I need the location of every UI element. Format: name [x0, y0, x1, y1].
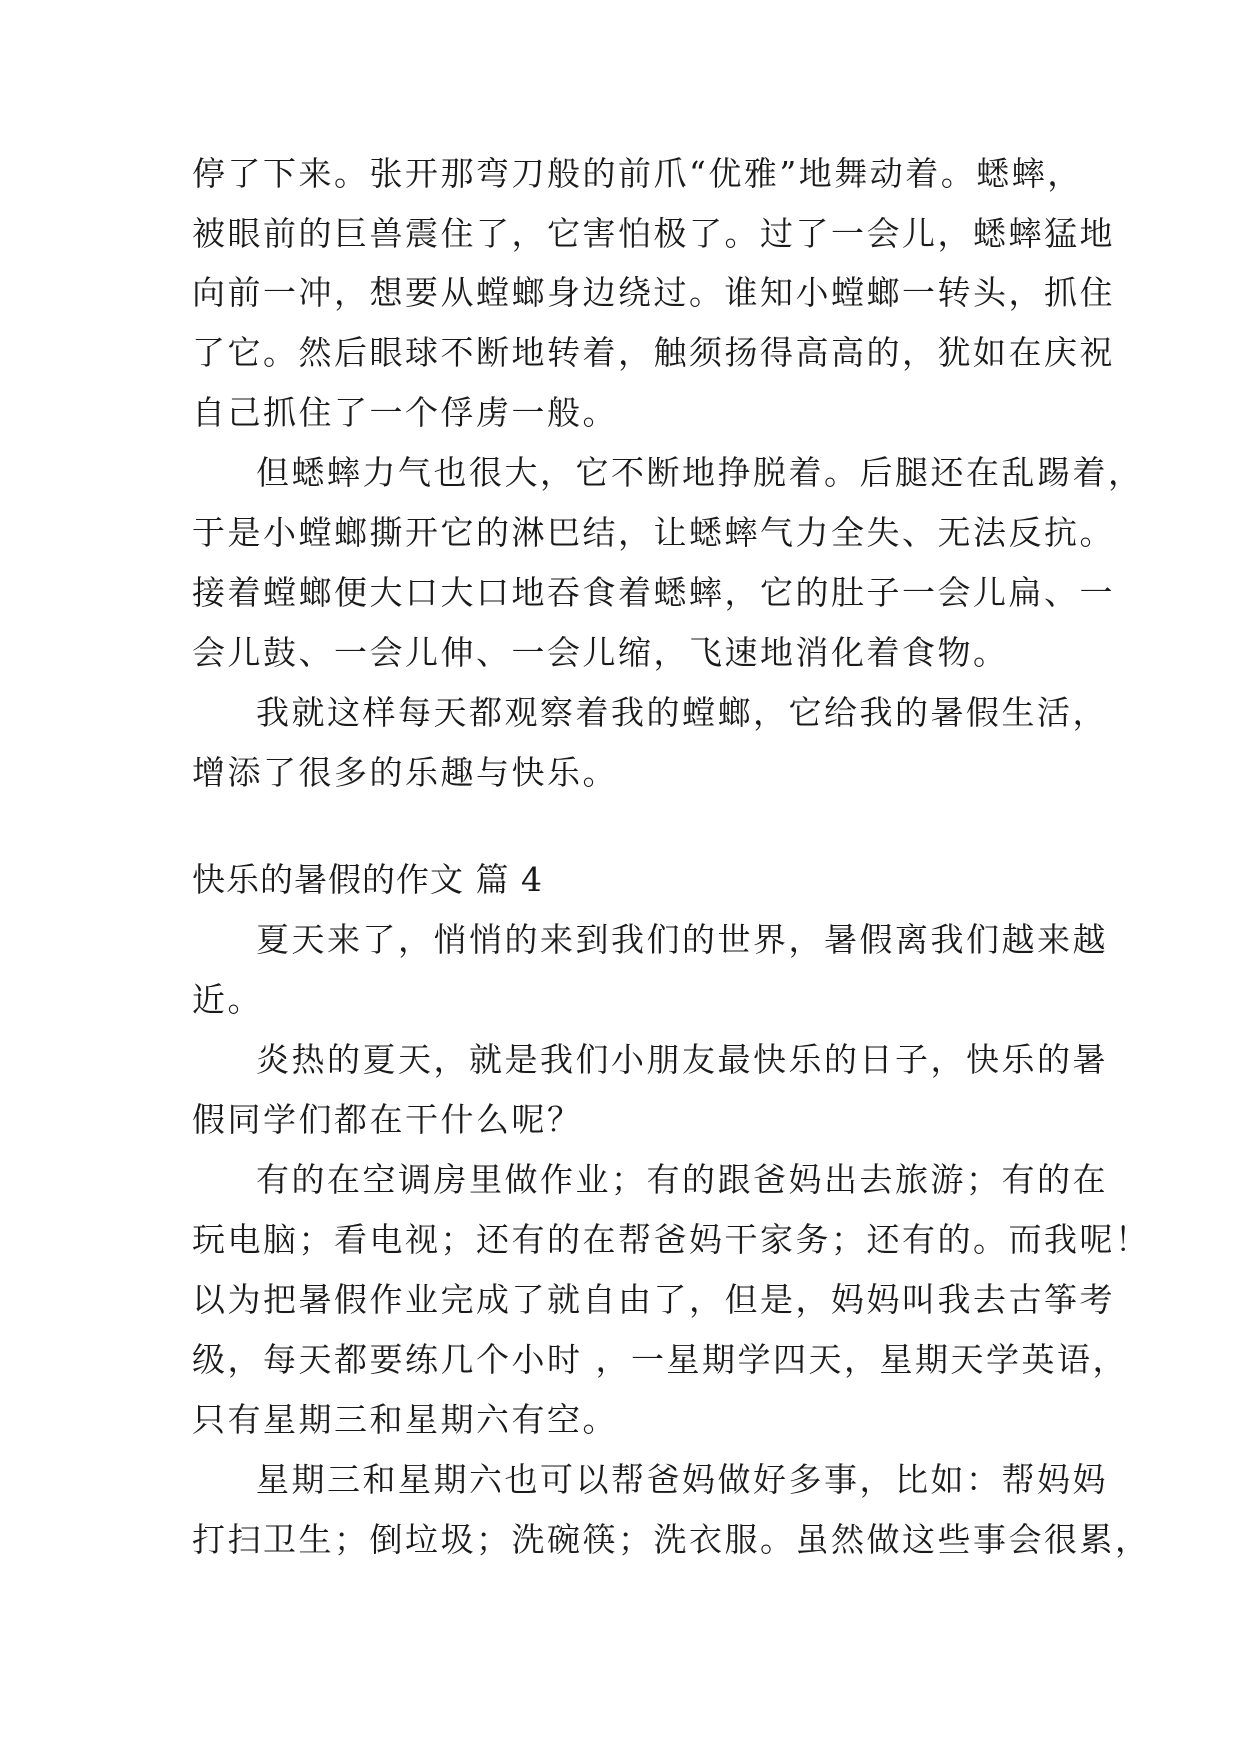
- paragraph-line: 星期三和星期六也可以帮爸妈做好多事，比如：帮妈妈: [256, 1460, 1108, 1499]
- paragraph-line: 被眼前的巨兽震住了，它害怕极了。过了一会儿，蟋蟀猛地: [192, 214, 1115, 253]
- paragraph-line: 停了下来。张开那弯刀般的前爪“优雅”地舞动着。蟋蟀，: [192, 154, 1083, 193]
- paragraph-line: 我就这样每天都观察着我的螳螂，它给我的暑假生活，: [256, 693, 1108, 732]
- paragraph-line: 了它。然后眼球不断地转着，触须扬得高高的，犹如在庆祝: [192, 333, 1115, 372]
- paragraph-line: 向前一冲，想要从螳螂身边绕过。谁知小螳螂一转头，抓住: [192, 273, 1115, 312]
- paragraph-line: 玩电脑；看电视；还有的在帮爸妈干家务；还有的。而我呢！: [192, 1220, 1151, 1259]
- paragraph-line: 只有星期三和星期六有空。: [192, 1400, 618, 1439]
- section-heading: 快乐的暑假的作文 篇 4: [192, 860, 543, 899]
- paragraph-line: 级，每天都要练几个小时 ，一星期学四天，星期天学英语，: [192, 1340, 1128, 1379]
- paragraph-line: 接着螳螂便大口大口地吞食着蟋蟀，它的肚子一会儿扁、一: [192, 573, 1115, 612]
- paragraph-line: 炎热的夏天，就是我们小朋友最快乐的日子，快乐的暑: [256, 1040, 1108, 1079]
- paragraph-line: 会儿鼓、一会儿伸、一会儿缩，飞速地消化着食物。: [192, 633, 1009, 672]
- paragraph-line: 于是小螳螂撕开它的淋巴结，让蟋蟀气力全失、无法反抗。: [192, 513, 1115, 552]
- paragraph-line: 近。: [192, 980, 263, 1019]
- paragraph-line: 有的在空调房里做作业；有的跟爸妈出去旅游；有的在: [256, 1160, 1108, 1199]
- paragraph-line: 自己抓住了一个俘虏一般。: [192, 393, 618, 432]
- paragraph-line: 夏天来了，悄悄的来到我们的世界，暑假离我们越来越: [256, 920, 1108, 959]
- paragraph-line: 增添了很多的乐趣与快乐。: [192, 753, 618, 792]
- paragraph-line: 打扫卫生；倒垃圾；洗碗筷；洗衣服。虽然做这些事会很累，: [192, 1520, 1151, 1559]
- paragraph-line: 假同学们都在干什么呢？: [192, 1100, 583, 1139]
- paragraph-line: 但蟋蟀力气也很大，它不断地挣脱着。后腿还在乱踢着，: [256, 453, 1144, 492]
- paragraph-line: 以为把暑假作业完成了就自由了，但是，妈妈叫我去古筝考: [192, 1280, 1115, 1319]
